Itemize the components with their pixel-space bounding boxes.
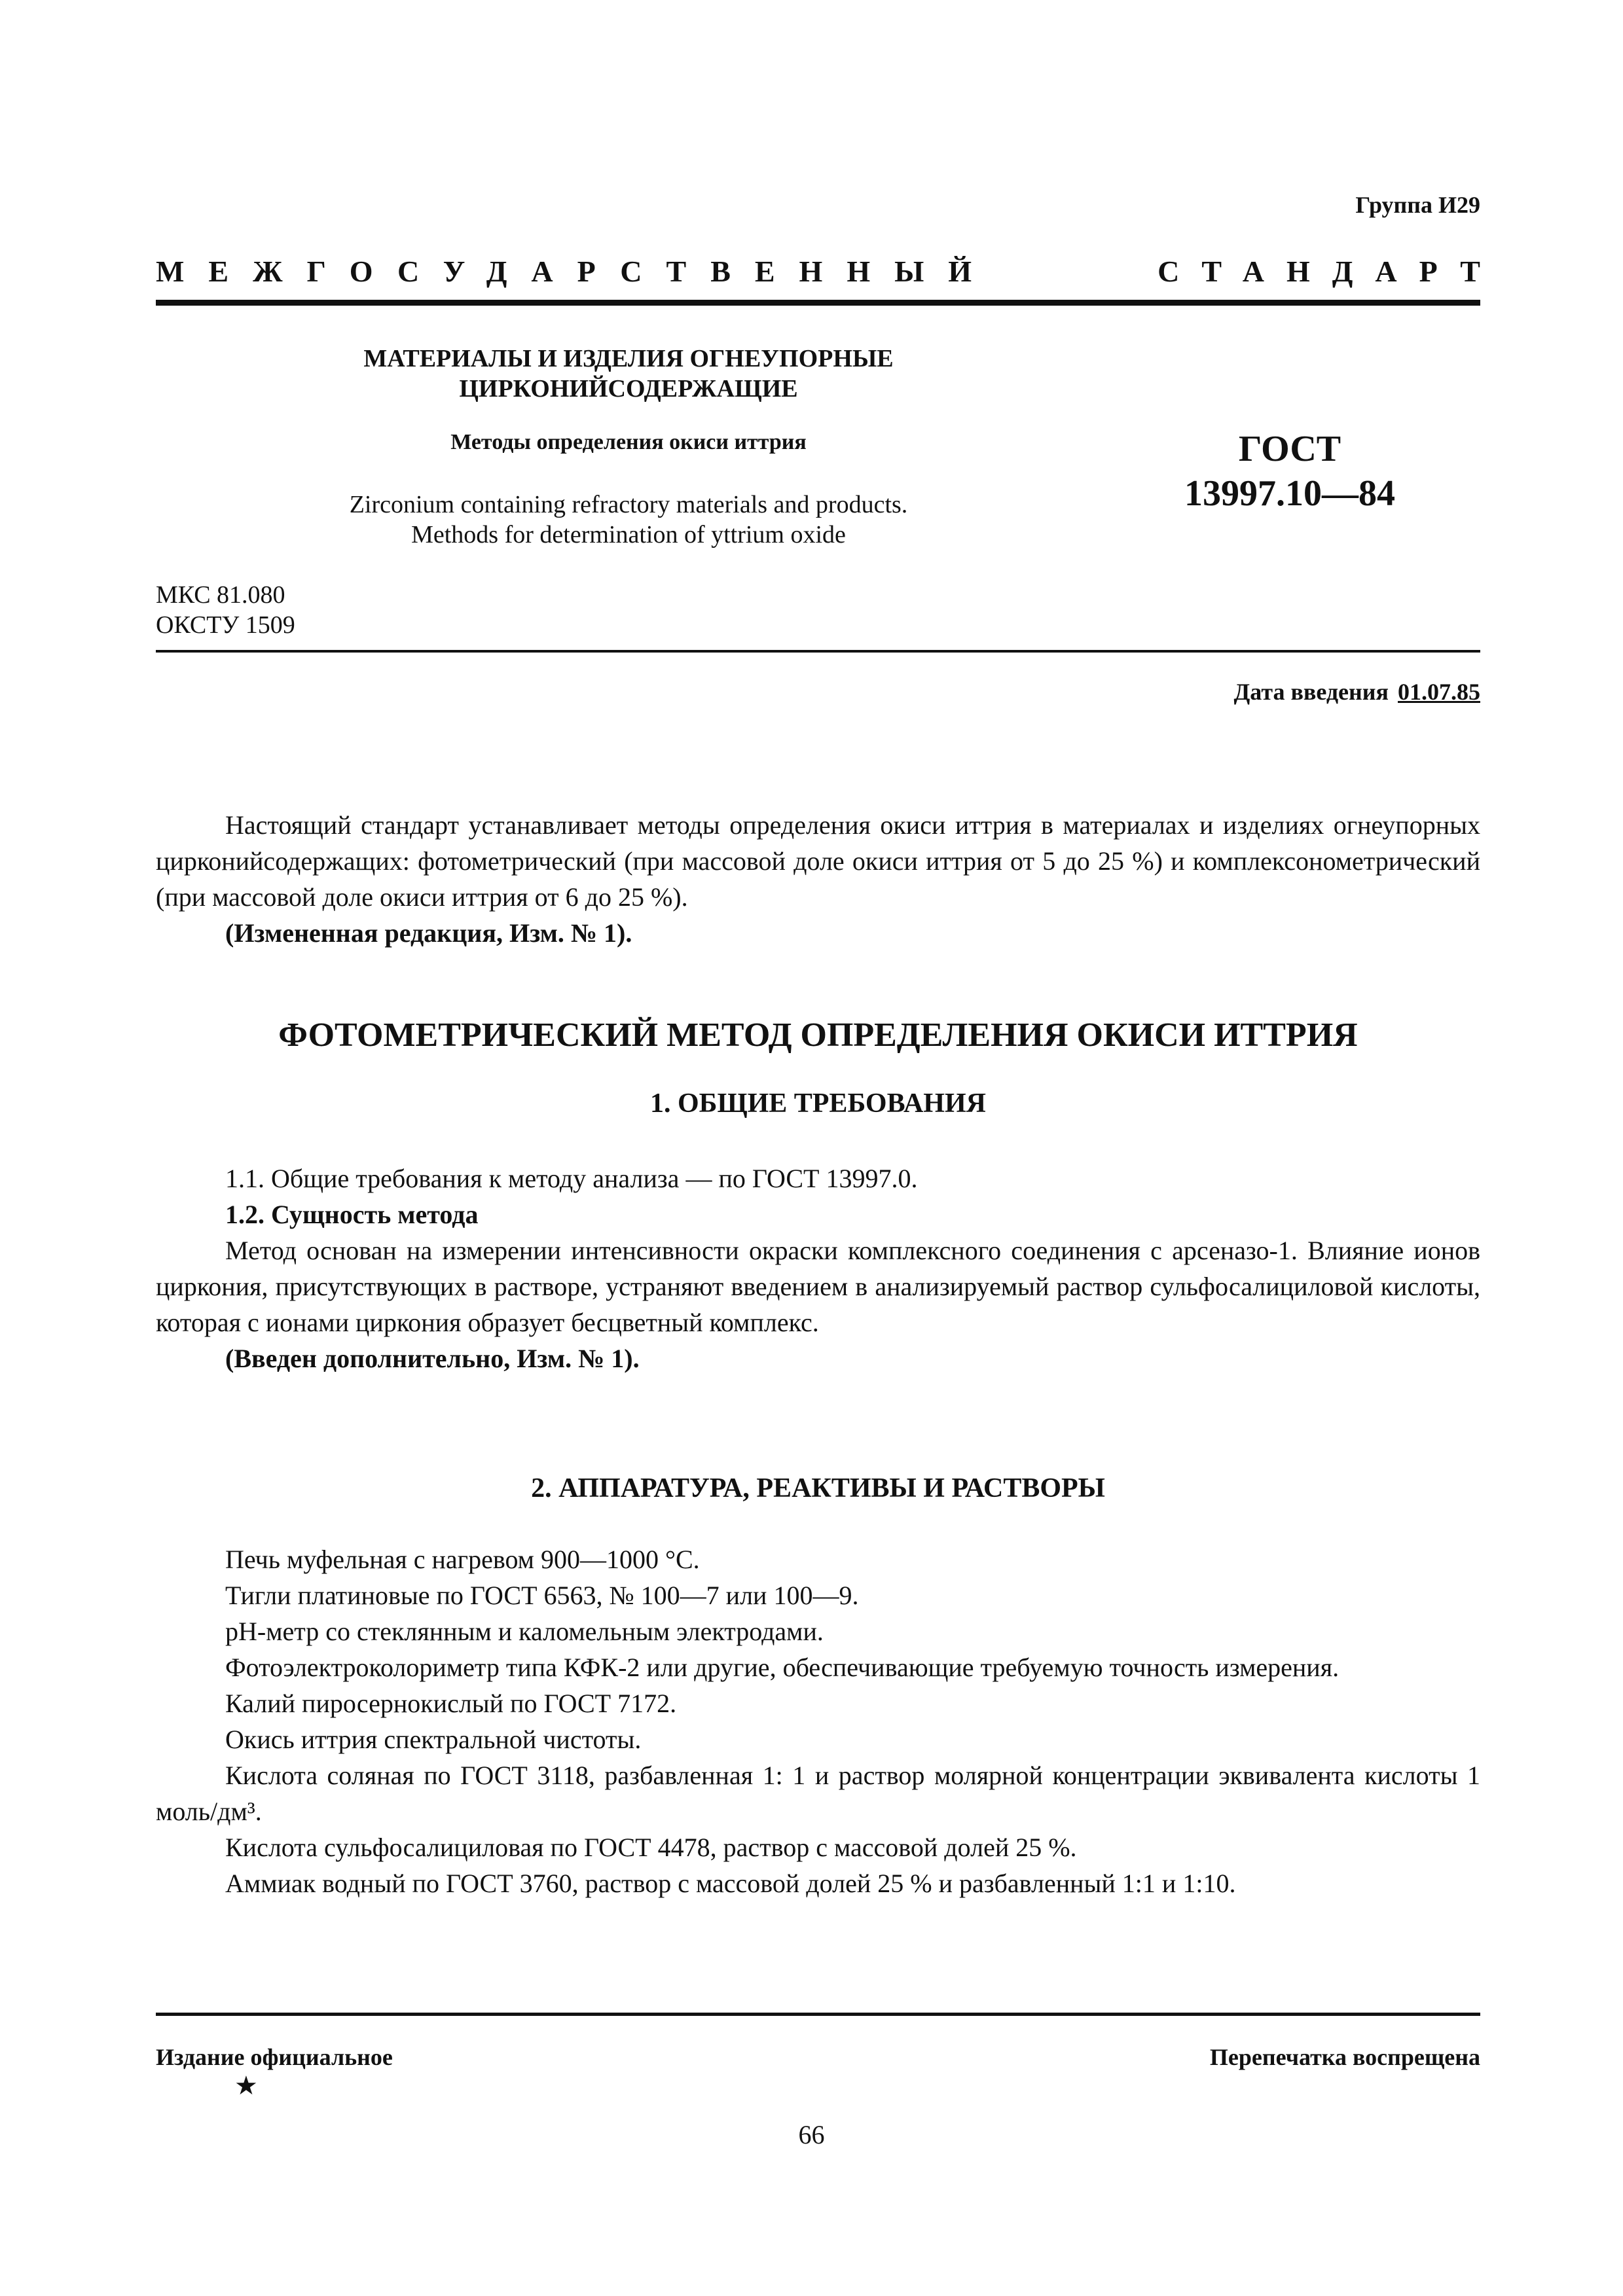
reagent-item: Кислота соляная по ГОСТ 3118, разбавленная 1: 1 и раствор молярной концентрации эквивалента кислоты 1 моль/дм³. [156,1761,1480,1826]
section-1-amendment-note: (Введен дополнительно, Изм. № 1). [225,1344,640,1373]
page-number: 66 [798,2120,825,2149]
clause-1-2-text: Метод основан на измерении интенсивности окраски комплексного соединения с арсеназо-1. Влияние ионов циркония, присутствующих в растворе, устраняют введением в анализируемый раствор сульфосалициловой кислоты, которая с ионами циркония образует бесцветный комплекс. [156,1236,1480,1337]
equipment-item: Фотоэлектроколориметр типа КФК-2 или другие, обеспечивающие требуемую точность измерения. [225,1653,1340,1682]
reagent-item: Калий пиросернокислый по ГОСТ 7172. [225,1689,677,1718]
section-2-heading: 2. АППАРАТУРА, РЕАКТИВЫ И РАСТВОРЫ [531,1473,1105,1503]
introduction-date-label: Дата введения [1233,679,1389,705]
footer-rule [156,2013,1480,2016]
english-title [288,490,969,550]
section-2-body [156,1541,1480,1901]
reprint-prohibited-label: Перепечатка воспрещена [1209,2044,1480,2070]
reagent-item: Кислота сульфосалициловая по ГОСТ 4478, раствор с массовой долей 25 %. [225,1833,1077,1862]
section-1-heading: 1. ОБЩИЕ ТРЕБОВАНИЯ [650,1088,986,1119]
reagent-item: Окись иттрия спектральной чистоты. [225,1725,642,1754]
standard-banner [156,254,1503,289]
okstu-code: ОКСТУ 1509 [156,611,295,639]
introduction-date [1234,678,1481,706]
clause-1-1: 1.1. Общие требования к методу анализа — по ГОСТ 13997.0. [225,1164,918,1193]
intro-amendment-note: (Измененная редакция, Изм. № 1). [225,918,632,948]
equipment-item: pH-метр со стеклянным и каломельным электродами. [225,1617,824,1646]
codes-rule [156,650,1480,653]
official-edition-label: Издание официальное [156,2044,393,2070]
banner-interstate: МЕЖГОСУДАРСТВЕННЫЙ [156,255,996,288]
banner-standard: СТАНДАРТ [1158,255,1503,288]
gost-number: 13997.10—84 [1184,473,1395,514]
gost-designation [1178,427,1401,516]
title-line-2: ЦИРКОНИЙСОДЕРЖАЩИЕ [459,375,798,403]
document-title [288,344,969,404]
section-1-body [156,1160,1480,1376]
gost-label: ГОСТ [1238,429,1341,469]
group-label: Группа И29 [1355,192,1480,218]
equipment-item: Тигли платиновые по ГОСТ 6563, № 100—7 или 100—9. [225,1581,859,1610]
header-rule [156,300,1480,306]
method-heading: ФОТОМЕТРИЧЕСКИЙ МЕТОД ОПРЕДЕЛЕНИЯ ОКИСИ ИТТРИЯ [278,1016,1358,1054]
equipment-item: Печь муфельная с нагревом 900—1000 °С. [225,1545,700,1574]
reagent-item: Аммиак водный по ГОСТ 3760, раствор с массовой долей 25 % и разбавленный 1:1 и 1:10. [225,1869,1236,1898]
star-icon: ★ [234,2071,258,2100]
clause-1-2-heading: 1.2. Сущность метода [225,1200,479,1229]
english-title-line-1: Zirconium containing refractory materials and products. [349,491,908,518]
title-line-1: МАТЕРИАЛЫ И ИЗДЕЛИЯ ОГНЕУПОРНЫЕ [363,345,894,372]
classification-codes [156,580,295,640]
intro-paragraph: Настоящий стандарт устанавливает методы определения окиси иттрия в материалах и изделиях огнеупорных цирконийсодержащих: фотометрический (при массовой доле окиси иттрия от 5 до 25 %) и комплексонометрический (при массовой доле окиси иттрия от 6 до 25 %). [156,810,1480,912]
introduction-date-value: 01.07.85 [1398,679,1480,705]
intro-block [156,807,1480,951]
mks-code: МКС 81.080 [156,581,285,609]
english-title-line-2: Methods for determination of yttrium oxide [411,521,846,548]
document-subtitle: Методы определения окиси иттрия [450,430,807,454]
